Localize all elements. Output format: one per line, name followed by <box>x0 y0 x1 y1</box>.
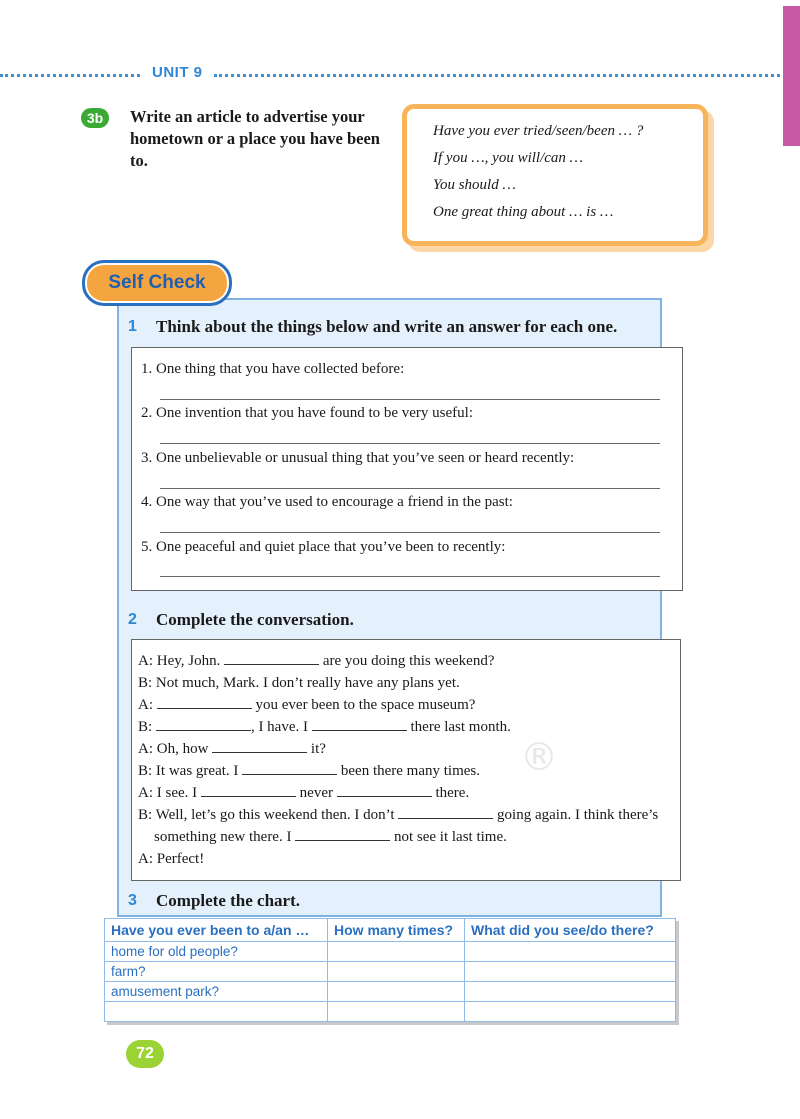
dialogue-text: it? <box>310 741 326 757</box>
tip-line: You should … <box>433 177 516 193</box>
dialogue-text: B: <box>138 719 153 735</box>
conversation-line <box>138 738 326 760</box>
answer-line[interactable] <box>160 576 660 577</box>
chart-row-label: amusement park? <box>105 982 328 1002</box>
answer-blank[interactable] <box>201 782 296 797</box>
chart-cell[interactable] <box>328 1002 465 1022</box>
chart-cell[interactable] <box>105 1002 328 1022</box>
chart-row-label: home for old people? <box>105 942 328 962</box>
dialogue-text: something new there. I <box>154 829 292 845</box>
chart-cell[interactable] <box>328 982 465 1002</box>
answer-blank[interactable] <box>224 650 319 665</box>
conversation-line: B: Not much, Mark. I don’t really have any plans yet. <box>138 675 460 691</box>
dialogue-text: A: <box>138 697 153 713</box>
conversation-line <box>138 804 658 826</box>
question-item: 3. One unbelievable or unusual thing that you’ve seen or heard recently: <box>141 450 575 466</box>
page-number: 72 <box>126 1040 164 1068</box>
section-3-number: 3 <box>128 892 137 909</box>
table-row <box>105 962 676 982</box>
answer-blank[interactable] <box>242 760 337 775</box>
self-check-title: Self Check <box>82 260 232 306</box>
chart-cell[interactable] <box>465 942 676 962</box>
answer-blank[interactable] <box>295 826 390 841</box>
side-tab <box>783 6 800 146</box>
chart-header: Have you ever been to a/an … <box>105 919 328 942</box>
answer-blank[interactable] <box>337 782 432 797</box>
task-3b-instruction: Write an article to advertise your hometown or a place you have been to. <box>130 107 380 170</box>
answer-blank[interactable] <box>312 716 407 731</box>
header-divider-right <box>214 74 780 77</box>
dialogue-text: you ever been to the space museum? <box>255 697 476 713</box>
tips-box <box>402 104 708 246</box>
chart-cell[interactable] <box>465 1002 676 1022</box>
conversation-line <box>138 716 511 738</box>
dialogue-text: not see it last time. <box>393 829 507 845</box>
chart-header: How many times? <box>328 919 465 942</box>
conversation-box <box>131 639 681 881</box>
chart-table <box>104 918 676 1022</box>
answer-line[interactable] <box>160 532 660 533</box>
answer-line[interactable] <box>160 443 660 444</box>
chart-cell[interactable] <box>328 962 465 982</box>
section-2-title: Complete the conversation. <box>156 610 354 629</box>
answer-line[interactable] <box>160 399 660 400</box>
answer-blank[interactable] <box>157 694 252 709</box>
answer-blank[interactable] <box>212 738 307 753</box>
dialogue-text: are you doing this weekend? <box>322 653 495 669</box>
dialogue-text: going again. I think there’s <box>497 807 659 823</box>
chart-header: What did you see/do there? <box>465 919 676 942</box>
table-row <box>105 942 676 962</box>
section-3-title: Complete the chart. <box>156 891 300 910</box>
table-row <box>105 982 676 1002</box>
chart-cell[interactable] <box>328 942 465 962</box>
section-2-number: 2 <box>128 611 137 628</box>
tip-line: If you …, you will/can … <box>433 150 583 166</box>
dialogue-text: , I have. I <box>250 719 308 735</box>
tip-line: One great thing about … is … <box>433 204 614 220</box>
section-1-number: 1 <box>128 318 137 335</box>
question-item: 5. One peaceful and quiet place that you’ve been to recently: <box>141 539 506 555</box>
conversation-line <box>154 826 507 848</box>
questions-box <box>131 347 683 591</box>
task-3b-badge: 3b <box>81 108 109 128</box>
answer-blank[interactable] <box>156 716 251 731</box>
conversation-line <box>138 760 480 782</box>
dialogue-text: A: Oh, how <box>138 741 209 757</box>
header-divider-left <box>0 74 140 77</box>
question-item: 1. One thing that you have collected before: <box>141 361 405 377</box>
chart-cell[interactable] <box>465 982 676 1002</box>
dialogue-text: A: Hey, John. <box>138 653 221 669</box>
dialogue-text: B: It was great. I <box>138 763 239 779</box>
dialogue-text: never <box>299 785 333 801</box>
tip-line: Have you ever tried/seen/been … ? <box>433 123 644 139</box>
unit-label: UNIT 9 <box>152 64 203 81</box>
conversation-line <box>138 650 494 672</box>
dialogue-text: B: Well, let’s go this weekend then. I don’t <box>138 807 395 823</box>
conversation-line <box>138 694 475 716</box>
dialogue-text: A: I see. I <box>138 785 198 801</box>
dialogue-text: been there many times. <box>340 763 481 779</box>
answer-blank[interactable] <box>398 804 493 819</box>
chart-cell[interactable] <box>465 962 676 982</box>
table-row <box>105 1002 676 1022</box>
dialogue-text: there. <box>435 785 470 801</box>
chart-header-row <box>105 919 676 942</box>
dialogue-text: there last month. <box>410 719 511 735</box>
conversation-line <box>138 782 469 804</box>
registered-mark: ® <box>520 735 558 779</box>
question-item: 4. One way that you’ve used to encourage a friend in the past: <box>141 494 513 510</box>
answer-line[interactable] <box>160 488 660 489</box>
conversation-line: A: Perfect! <box>138 851 205 867</box>
question-item: 2. One invention that you have found to be very useful: <box>141 405 474 421</box>
section-1-title: Think about the things below and write an answer for each one. <box>156 317 618 336</box>
chart-row-label: farm? <box>105 962 328 982</box>
